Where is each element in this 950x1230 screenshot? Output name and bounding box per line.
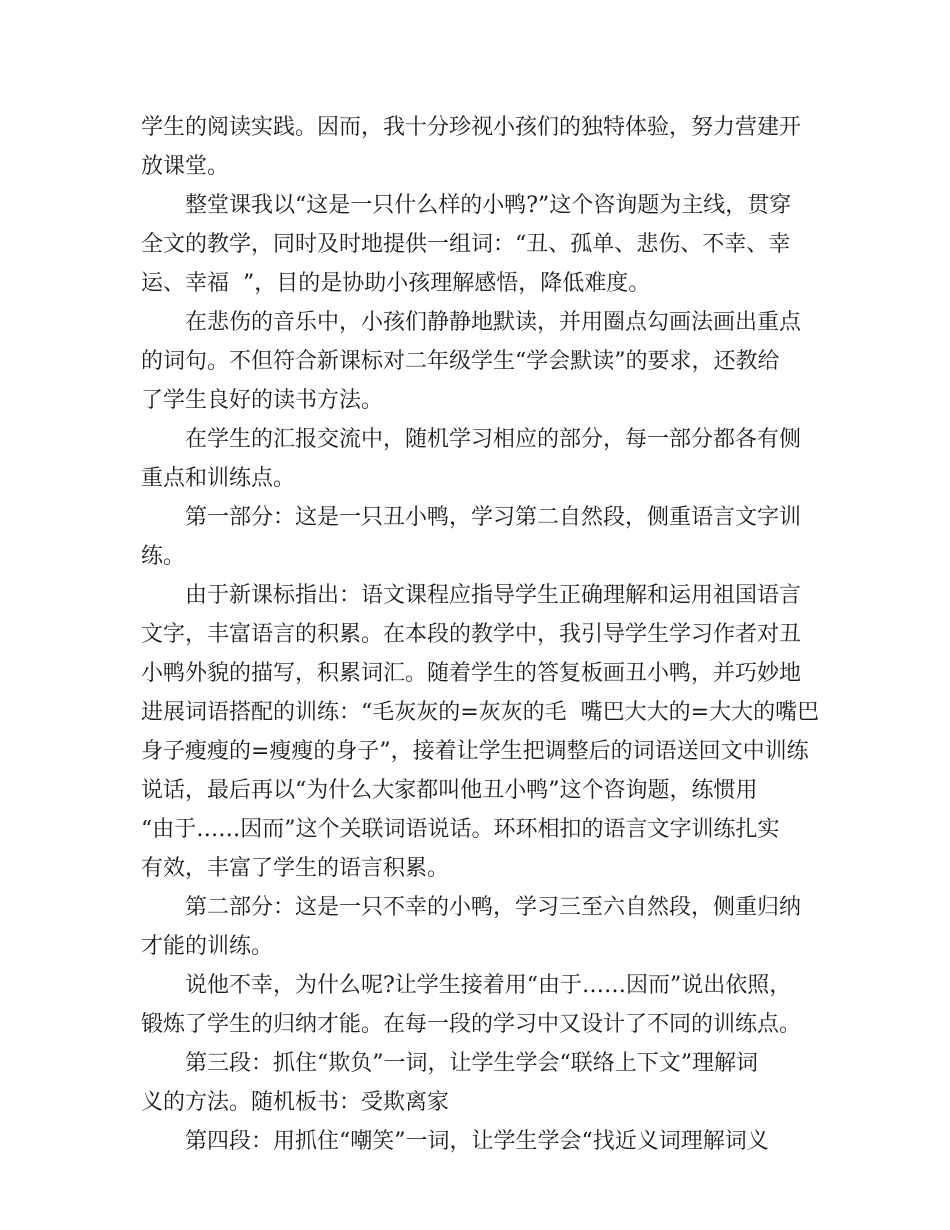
paragraph-9 bbox=[141, 1044, 813, 1122]
text-line: 说他不幸，为什么呢?让学生接着用“由于……因而”说出依照， bbox=[185, 973, 792, 998]
text-line: 才能的训练。 bbox=[141, 934, 274, 959]
text-line: 整堂课我以“这是一只什么样的小鸭?”这个咨询题为主线，贯穿 bbox=[185, 193, 792, 218]
text-line: “由于……因而”这个关联词语说话。环环相扣的语言文字训练扎实 bbox=[141, 817, 780, 842]
text-line: 第一部分：这是一只丑小鸭，学习第二自然段，侧重语言文字训 bbox=[185, 505, 802, 530]
text-line: 的词句。不但符合新课标对二年级学生“学会默读”的要求，还教给 bbox=[141, 349, 780, 374]
text-line: 重点和训练点。 bbox=[141, 466, 296, 491]
text-line: 放课堂。 bbox=[141, 154, 230, 179]
paragraph-4 bbox=[141, 420, 813, 498]
text-line: 有效，丰富了学生的语言积累。 bbox=[141, 856, 450, 881]
text-line: 全文的教学，同时及时地提供一组词：“丑、孤单、悲伤、不幸、幸 bbox=[141, 232, 791, 257]
text-line: 第四段：用抓住“嘲笑”一词，让学生学会“找近义词理解词义 bbox=[185, 1129, 769, 1154]
paragraph-5 bbox=[141, 498, 813, 576]
text-line: 说话，最后再以“为什么大家都叫他丑小鸭”这个咨询题，练惯用 bbox=[141, 778, 758, 803]
paragraph-6 bbox=[141, 576, 820, 888]
paragraph-10 bbox=[141, 1122, 813, 1161]
paragraph-7 bbox=[141, 888, 813, 966]
document-body bbox=[141, 108, 820, 1161]
text-line: 进展词语搭配的训练：“毛灰灰的=灰灰的毛 嘴巴大大的=大大的嘴巴 bbox=[141, 700, 820, 725]
text-line: 第二部分：这是一只不幸的小鸭，学习三至六自然段，侧重归纳 bbox=[185, 895, 802, 920]
paragraph-1 bbox=[141, 108, 813, 186]
text-line: 在悲伤的音乐中，小孩们静静地默读，并用圈点勾画法画出重点 bbox=[185, 310, 802, 335]
text-line: 练。 bbox=[141, 544, 186, 569]
text-line: 第三段：抓住“欺负”一词，让学生学会“联络上下文”理解词 bbox=[185, 1051, 758, 1076]
text-line: 了学生良好的读书方法。 bbox=[141, 388, 384, 413]
paragraph-2 bbox=[141, 186, 813, 303]
text-line: 义的方法。随机板书：受欺离家 bbox=[141, 1090, 450, 1115]
text-line: 文字，丰富语言的积累。在本段的教学中，我引导学生学习作者对丑 bbox=[141, 622, 802, 647]
paragraph-8 bbox=[141, 966, 813, 1044]
text-line: 小鸭外貌的描写，积累词汇。随着学生的答复板画丑小鸭，并巧妙地 bbox=[141, 661, 802, 686]
text-line: 锻炼了学生的归纳才能。在每一段的学习中又设计了不同的训练点。 bbox=[141, 1012, 802, 1037]
text-line: 由于新课标指出：语文课程应指导学生正确理解和运用祖国语言 bbox=[185, 583, 802, 608]
text-line: 学生的阅读实践。因而，我十分珍视小孩们的独特体验，努力营建开 bbox=[141, 115, 802, 140]
text-line: 运、幸福 ”，目的是协助小孩理解感悟，降低难度。 bbox=[141, 271, 651, 296]
paragraph-3 bbox=[141, 303, 813, 420]
text-line: 身子瘦瘦的=瘦瘦的身子”，接着让学生把调整后的词语送回文中训练 bbox=[141, 739, 809, 764]
text-line: 在学生的汇报交流中，随机学习相应的部分，每一部分都各有侧 bbox=[185, 427, 802, 452]
